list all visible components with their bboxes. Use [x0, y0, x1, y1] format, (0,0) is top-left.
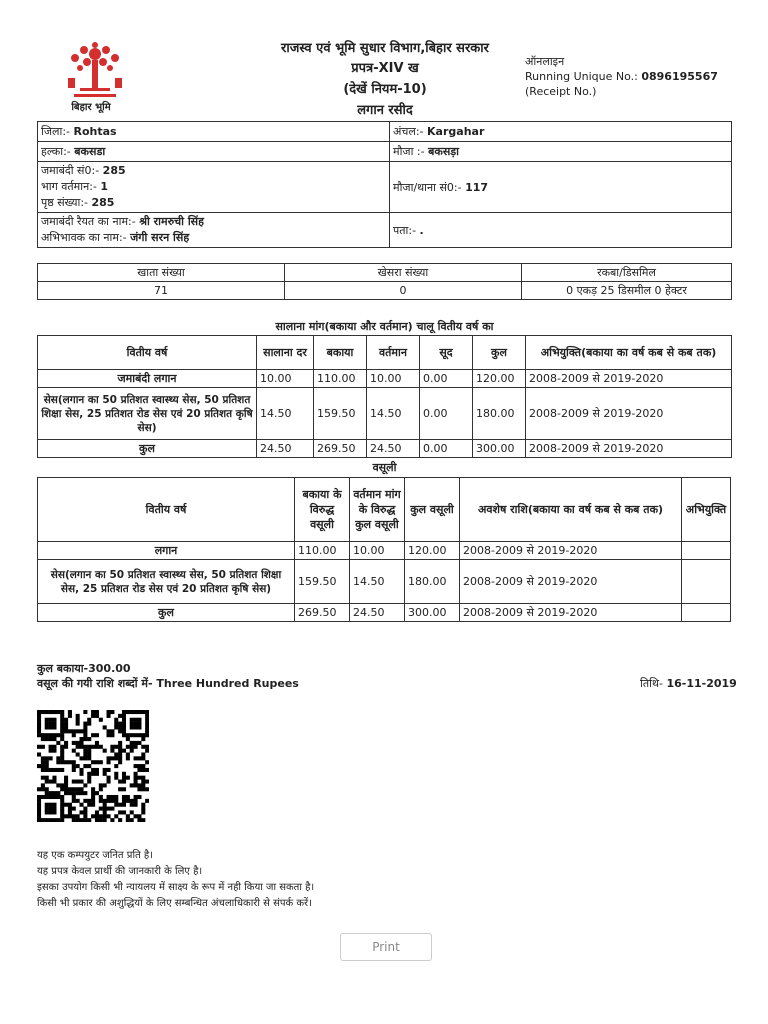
anchal-cell: अंचल:- Kargahar: [390, 122, 732, 142]
rakba-value: 0 एकड़ 25 डिसमील 0 हेक्टर: [522, 282, 732, 300]
running-label: Running Unique No.:: [525, 70, 638, 83]
khesra-value: 0: [285, 282, 522, 300]
logo-caption: बिहार भूमि: [71, 102, 111, 113]
table-row: लगान 110.00 10.00 120.00 2008-2009 से 2019-2020: [38, 542, 731, 560]
note-line: यह प्रपत्र केवल प्रार्थी की जानकारी के लिए है।: [37, 866, 203, 877]
table-row: सेस(लगान का 50 प्रतिशत स्वास्थ्य सेस, 50 प्रतिशत शिक्षा सेस, 25 प्रतिशत रोड सेस एवं 20 प्रतिशत कृषि सेस) 159.50 14.50 180.00 2008-2009 से 2019-2020: [38, 560, 731, 604]
total-due: कुल बकाया-300.00: [37, 662, 131, 675]
rakba-header: रकबा/डिसमिल: [522, 264, 732, 282]
demand-title: सालाना मांग(बकाया और वर्तमान) चालू वितीय वर्ष का: [275, 320, 494, 333]
rule-reference: (देखें नियम-10): [343, 82, 427, 97]
info-table: [37, 121, 732, 248]
recovery-header: वर्तमान मांग के विरुद्ध कुल वसूली: [350, 478, 405, 542]
qr-code: [37, 710, 149, 822]
table-row: कुल 269.50 24.50 300.00 2008-2009 से 2019-2020: [38, 604, 731, 622]
demand-header: बकाया: [314, 336, 367, 370]
khata-header: खाता संख्या: [38, 264, 285, 282]
khesra-header: खेसरा संख्या: [285, 264, 522, 282]
recovery-header: बकाया के विरुद्ध वसूली: [295, 478, 350, 542]
receipt-title: लगान रसीद: [357, 103, 413, 118]
note-line: किसी भी प्रकार की अशुद्धियों के लिए सम्बन्धित अंचलाधिकारी से संपर्क करें।: [37, 898, 312, 909]
running-value: 0896195567: [641, 70, 718, 83]
address-cell: पता:- .: [390, 213, 732, 248]
department-title: राजस्व एवं भूमि सुधार विभाग,बिहार सरकार: [281, 41, 489, 56]
halka-cell: हल्का:- बकसडा: [38, 142, 390, 162]
print-button[interactable]: Print: [340, 933, 432, 961]
running-number: [525, 69, 718, 84]
notes: [37, 848, 314, 912]
recovery-header: अभियुक्ति: [682, 478, 731, 542]
recovery-header: वितीय वर्ष: [38, 478, 295, 542]
khata-table: [37, 263, 732, 300]
demand-header: कुल: [473, 336, 526, 370]
recovery-table: [37, 477, 731, 622]
demand-header: अभियुक्ति(बकाया का वर्ष कब से कब तक): [526, 336, 732, 370]
khata-value: 71: [38, 282, 285, 300]
table-row: जमाबंदी लगान 10.00 110.00 10.00 0.00 120.00 2008-2009 से 2019-2020: [38, 370, 732, 388]
receipt-no-label: (Receipt No.): [525, 85, 597, 98]
demand-table: [37, 335, 732, 458]
note-line: यह एक कम्पयुटर जनित प्रति है।: [37, 850, 154, 861]
raiyat-cell: जमाबंदी रैयत का नाम:- श्री रामरुची सिंह अभिभावक का नाम:- जंगी सरन सिंह: [38, 213, 390, 248]
amount-in-words: वसूल की गयी राशि शब्दों में- Three Hundred Rupees: [37, 677, 299, 690]
demand-header: वितीय वर्ष: [38, 336, 257, 370]
form-title: प्रपत्र-XIV ख: [351, 61, 419, 76]
mauja-cell: मौजा :- बकसड़ा: [390, 142, 732, 162]
qr-code-icon: [37, 710, 149, 822]
online-block: [525, 54, 718, 99]
demand-header: वर्तमान: [367, 336, 420, 370]
district-cell: जिला:- Rohtas: [38, 122, 390, 142]
tree-emblem-icon: [60, 40, 130, 102]
recovery-header: अवशेष राशि(बकाया का वर्ष कब से कब तक): [460, 478, 682, 542]
demand-header: सालाना दर: [257, 336, 314, 370]
recovery-header: कुल वसूली: [405, 478, 460, 542]
jamabandi-cell: जमाबंदी सं0:- 285 भाग वर्तमान:- 1 पृष्ठ संख्या:- 285: [38, 162, 390, 213]
receipt-date: तिथि- 16-11-2019: [640, 677, 737, 690]
note-line: इसका उपयोग किसी भी न्यायलय में साक्ष्य के रूप में नही किया जा सकता है।: [37, 882, 315, 893]
recovery-title: वसूली: [372, 461, 397, 474]
demand-header: सूद: [420, 336, 473, 370]
table-row: सेस(लगान का 50 प्रतिशत स्वास्थ्य सेस, 50 प्रतिशत शिक्षा सेस, 25 प्रतिशत रोड सेस एवं 20 प्रतिशत कृषि सेस) 14.50 159.50 14.50 0.00 180.00 2008-2009 से 2019-2020: [38, 388, 732, 440]
online-label: ऑनलाइन: [525, 55, 565, 68]
table-row: कुल 24.50 269.50 24.50 0.00 300.00 2008-2009 से 2019-2020: [38, 440, 732, 458]
thana-cell: मौजा/थाना सं0:- 117: [390, 162, 732, 213]
